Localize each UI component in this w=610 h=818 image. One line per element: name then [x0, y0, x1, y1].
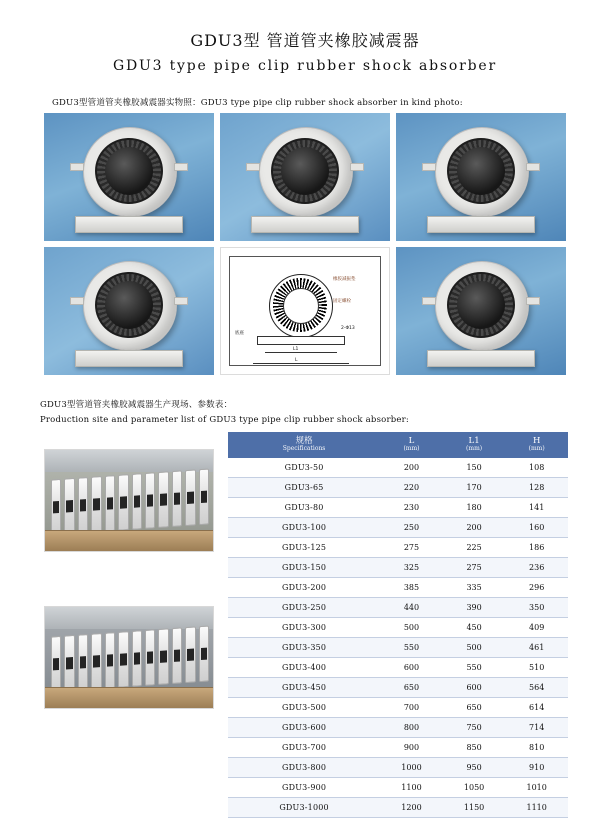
cell-h: 236 [505, 558, 568, 578]
cell-l1: 600 [443, 678, 506, 698]
cell-l1: 1050 [443, 778, 506, 798]
drawing-label-hole: 2-Φ13 [341, 326, 355, 331]
table-row [228, 718, 568, 738]
cell-l: 200 [380, 458, 443, 478]
table-row [228, 598, 568, 618]
cell-specification: GDU3-900 [228, 778, 380, 798]
cell-h: 564 [505, 678, 568, 698]
cell-l1: 335 [443, 578, 506, 598]
clamp-stack-illustration [51, 468, 209, 535]
title-english: GDU3 type pipe clip rubber shock absorber [113, 58, 497, 74]
cell-l1: 170 [443, 478, 506, 498]
table-row [228, 518, 568, 538]
table-header-l1: L1 (mm) [443, 432, 506, 458]
cell-l: 600 [380, 658, 443, 678]
drawing-dimension-l: L [295, 358, 298, 363]
production-caption-chinese: GDU3型管道管夹橡胶减震器生产现场、参数表： [40, 400, 233, 410]
drawing-dimension-l1: L1 [293, 347, 299, 352]
table-row [228, 778, 568, 798]
cell-specification: GDU3-80 [228, 498, 380, 518]
photo-row-bottom [44, 247, 568, 375]
cell-specification: GDU3-200 [228, 578, 380, 598]
cell-specification: GDU3-100 [228, 518, 380, 538]
cell-l1: 200 [443, 518, 506, 538]
product-photo-2 [220, 113, 390, 241]
production-photo-2 [44, 606, 214, 709]
cell-specification: GDU3-600 [228, 718, 380, 738]
cell-specification: GDU3-50 [228, 458, 380, 478]
cell-specification: GDU3-300 [228, 618, 380, 638]
cell-l: 230 [380, 498, 443, 518]
photos-caption: GDU3型管道管夹橡胶减震器实物照：GDU3 type pipe clip rubber shock absorber in kind photo: [52, 98, 463, 108]
cell-l: 250 [380, 518, 443, 538]
cell-h: 510 [505, 658, 568, 678]
cell-l: 1000 [380, 758, 443, 778]
table-row [228, 698, 568, 718]
cell-l: 385 [380, 578, 443, 598]
clamp-stack-illustration [51, 625, 209, 692]
table-row [228, 538, 568, 558]
cell-l1: 180 [443, 498, 506, 518]
drawing-label-base: 底座 [235, 331, 244, 336]
cell-l1: 550 [443, 658, 506, 678]
cell-l: 325 [380, 558, 443, 578]
cell-specification: GDU3-350 [228, 638, 380, 658]
cell-h: 350 [505, 598, 568, 618]
product-photo-grid [44, 113, 568, 381]
cell-specification: GDU3-500 [228, 698, 380, 718]
cell-l1: 850 [443, 738, 506, 758]
table-row [228, 618, 568, 638]
cell-specification: GDU3-65 [228, 478, 380, 498]
specification-table [228, 432, 568, 818]
cell-specification: GDU3-450 [228, 678, 380, 698]
cell-specification: GDU3-1000 [228, 798, 380, 818]
cell-l: 500 [380, 618, 443, 638]
drawing-label-bolt: 固定螺栓 [333, 299, 351, 304]
table-row [228, 478, 568, 498]
cell-specification: GDU3-400 [228, 658, 380, 678]
cell-l1: 650 [443, 698, 506, 718]
pipe-clamp-illustration [77, 259, 181, 363]
cell-h: 296 [505, 578, 568, 598]
table-row [228, 638, 568, 658]
cell-h: 108 [505, 458, 568, 478]
table-row [228, 458, 568, 478]
cell-l: 275 [380, 538, 443, 558]
cell-h: 910 [505, 758, 568, 778]
table-row [228, 738, 568, 758]
cell-l: 1100 [380, 778, 443, 798]
pipe-clamp-illustration [429, 125, 533, 229]
title-chinese: GDU3型 管道管夹橡胶减震器 [190, 31, 420, 50]
table-row [228, 498, 568, 518]
cell-l: 700 [380, 698, 443, 718]
cell-specification: GDU3-250 [228, 598, 380, 618]
cell-h: 186 [505, 538, 568, 558]
cell-h: 409 [505, 618, 568, 638]
cell-specification: GDU3-800 [228, 758, 380, 778]
cell-h: 714 [505, 718, 568, 738]
cell-l1: 950 [443, 758, 506, 778]
cell-l1: 150 [443, 458, 506, 478]
production-caption-english: Production site and parameter list of GDU3 type pipe clip rubber shock absorber: [40, 415, 409, 425]
drawing-label-rubber: 橡胶减振垫 [333, 277, 356, 282]
photo-row-top [44, 113, 568, 241]
production-photo-1 [44, 449, 214, 552]
table-row [228, 678, 568, 698]
table-header-l: L (mm) [380, 432, 443, 458]
cell-h: 461 [505, 638, 568, 658]
cell-h: 160 [505, 518, 568, 538]
product-photo-4 [44, 247, 214, 375]
cell-h: 810 [505, 738, 568, 758]
cell-h: 128 [505, 478, 568, 498]
cell-l: 900 [380, 738, 443, 758]
cell-l: 800 [380, 718, 443, 738]
cell-l1: 225 [443, 538, 506, 558]
cell-specification: GDU3-700 [228, 738, 380, 758]
cell-l1: 275 [443, 558, 506, 578]
cell-specification: GDU3-150 [228, 558, 380, 578]
table-body [228, 458, 568, 818]
product-photo-1 [44, 113, 214, 241]
product-photo-3 [396, 113, 566, 241]
pipe-clamp-illustration [77, 125, 181, 229]
cell-l: 440 [380, 598, 443, 618]
table-row [228, 658, 568, 678]
cell-h: 1110 [505, 798, 568, 818]
cell-l: 220 [380, 478, 443, 498]
product-photo-5 [396, 247, 566, 375]
cell-h: 614 [505, 698, 568, 718]
table-row [228, 758, 568, 778]
cell-l: 1200 [380, 798, 443, 818]
technical-drawing-panel [220, 247, 390, 375]
table-header-row [228, 432, 568, 458]
cell-h: 1010 [505, 778, 568, 798]
page-title [0, 0, 610, 74]
cell-l1: 1150 [443, 798, 506, 818]
cell-l1: 500 [443, 638, 506, 658]
table-header-spec: 规格 Specifications [228, 432, 380, 458]
pipe-clamp-illustration [429, 259, 533, 363]
cell-h: 141 [505, 498, 568, 518]
table-header-h: H (mm) [505, 432, 568, 458]
cell-l1: 450 [443, 618, 506, 638]
table-row [228, 578, 568, 598]
table-row [228, 798, 568, 818]
cell-specification: GDU3-125 [228, 538, 380, 558]
cell-l: 650 [380, 678, 443, 698]
table-row [228, 558, 568, 578]
cell-l1: 390 [443, 598, 506, 618]
pipe-clamp-illustration [253, 125, 357, 229]
cell-l1: 750 [443, 718, 506, 738]
cell-l: 550 [380, 638, 443, 658]
